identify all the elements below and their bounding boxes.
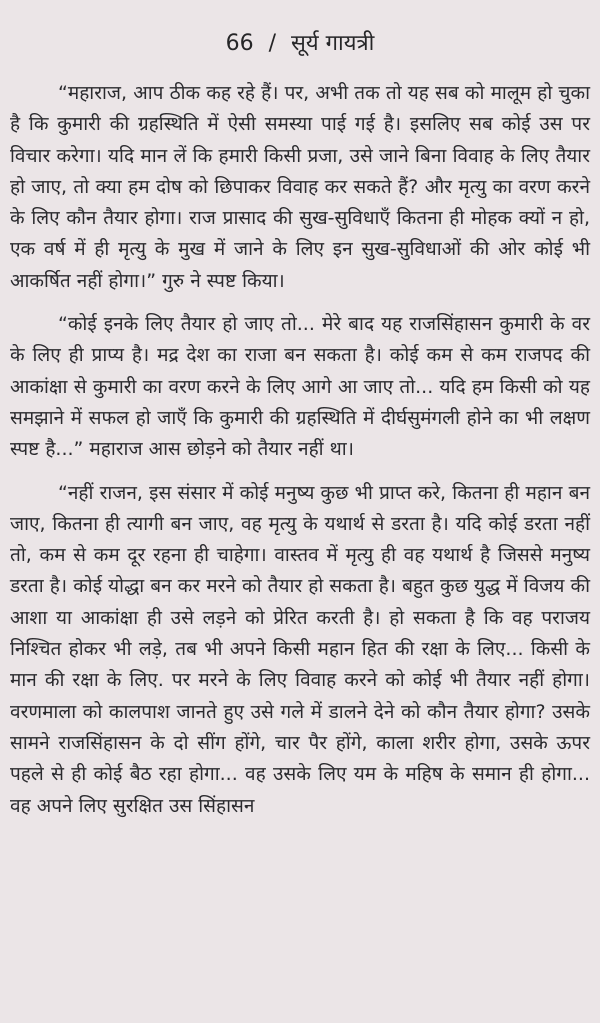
running-header (10, 30, 590, 58)
paragraph-2: “कोई इनके लिए तैयार हो जाए तो... मेरे बाद यह राजसिंहासन कुमारी के वर के लिए ही प्राप्य है। मद्र देश का राजा बन सकता है। कोई कम से कम राजपद की आकांक्षा से कुमारी का वरण करने के लिए आगे आ जाए तो... यदि हम किसी को यह समझाने में सफल हो जाएँ कि कुमारी की ग्रहस्थिति में दीर्घसुमंगली होने का भी लक्षण स्पष्ट है...” महाराज आस छोड़ने को तैयार नहीं था। (10, 313, 590, 461)
paragraph-1: “महाराज, आप ठीक कह रहे हैं। पर, अभी तक तो यह सब को मालूम हो चुका है कि कुमारी की ग्रहस्थिति में ऐसी समस्या पाई गई है। इसलिए सब कोई उस पर विचार करेगा। यदि मान लें कि हमारी किसी प्रजा, उसे जाने बिना विवाह के लिए तैयार हो जाए, तो क्या हम दोष को छिपाकर विवाह कर सकते हैं? और मृत्यु का वरण करने के लिए कौन तैयार होगा। राज प्रासाद की सुख-सुविधाएँ कितना ही मोहक क्यों न हो, एक वर्ष में ही मृत्यु के मुख में जाने के लिए इन सुख-सुविधाओं की ओर कोई भी आकर्षित नहीं होगा।” गुरु ने स्पष्ट किया। (10, 82, 590, 292)
book-title: सूर्य गायत्री (291, 31, 375, 56)
paragraph-3: “नहीं राजन, इस संसार में कोई मनुष्य कुछ भी प्राप्त करे, कितना ही महान बन जाए, कितना ही त्यागी बन जाए, वह मृत्यु के यथार्थ से डरता है। यदि कोई डरता नहीं तो, कम से कम दूर रहना ही चाहेगा। वास्तव में मृत्यु ही वह यथार्थ है जिससे मनुष्य डरता है। कोई योद्धा बन कर मरने को तैयार हो सकता है। बहुत कुछ युद्ध में विजय की आशा या आकांक्षा ही उसे लड़ने को प्रेरित करती है। हो सकता है कि वह पराजय निश्चित होकर भी लड़े, तब भी अपने किसी महान हित की रक्षा के लिए... किसी के मान की रक्षा के लिए. पर मरने के लिए विवाह करने को कोई भी तैयार नहीं होगा। वरणमाला को कालपाश जानते हुए उसे गले में डालने देने को कौन तैयार होगा? उसके सामने राजसिंहासन के दो सींग होंगे, चार पैर होंगे, काला शरीर होगा, उसके ऊपर पहले से ही कोई बैठ रहा होगा... वह उसके लिए यम के महिष के समान ही होगा... वह अपने लिए सुरक्षित उस सिंहासन (10, 481, 590, 817)
header-separator: / (268, 31, 277, 56)
page-number: 66 (225, 31, 254, 56)
